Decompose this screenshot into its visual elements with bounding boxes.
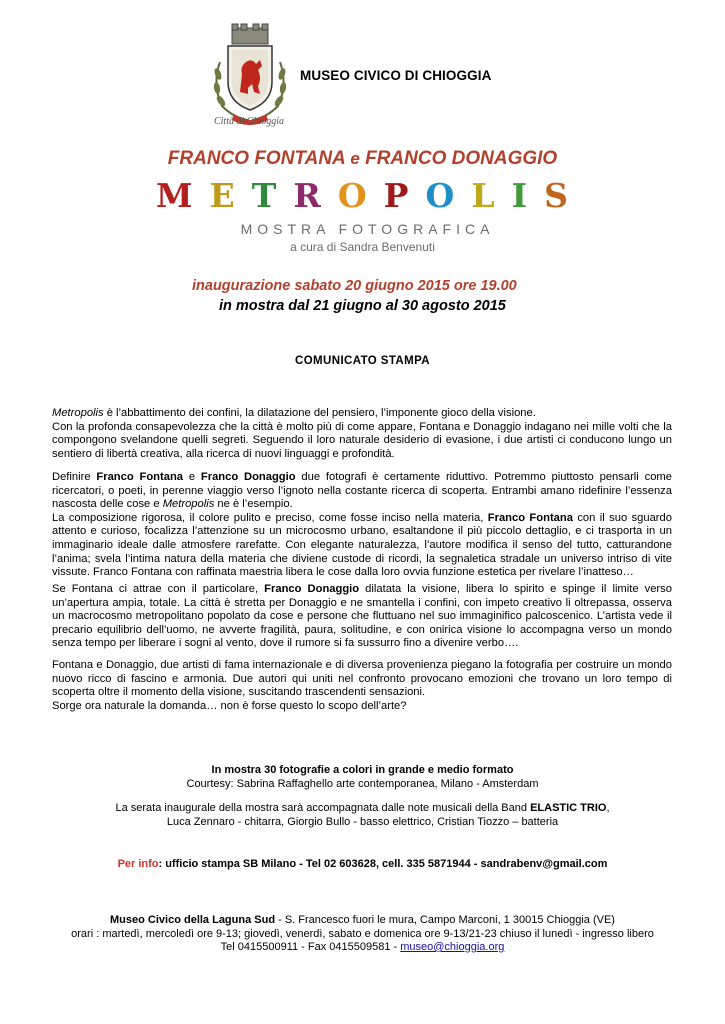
p2-text-b: e xyxy=(183,471,201,483)
city-crest-logo xyxy=(208,22,292,130)
opening-date: inaugurazione sabato 20 giugno 2015 ore 19.00 xyxy=(192,278,517,294)
artist-1: FRANCO FONTANA xyxy=(167,148,346,169)
p2-text-a: Definire xyxy=(52,471,97,483)
music-text-end: , xyxy=(606,802,610,814)
info-label: Per info xyxy=(117,858,159,870)
name-fontana: Franco Fontana xyxy=(96,471,183,483)
band-members: Luca Zennaro - chitarra, Giorgio Bullo - basso elettrico, Cristian Tiozzo – batteria xyxy=(166,815,559,828)
music-info xyxy=(0,802,725,829)
title-letter: R xyxy=(293,176,321,215)
p3-text-b: con il suo sguardo attento e curioso, focalizza l’attenzione su un microcosmo urbano, esaltandone il più piccolo dettaglio, e ci trasporta in un immaginario ideale dalle atmosfere rarefatte. Con elegante naturalezza, l’autore modifica il senso del tutto, catturandone l’anima; svela l’intima natura della materia che diviene custode di ricordi, la segnaletica stradale un universo intriso di vite vissute. Franco Fontana con raffinata maestria libera le cose dalla loro ovvia funzione estetica per rivelare l’inatteso… xyxy=(52,511,672,579)
title-letter: O xyxy=(425,176,455,215)
exhibit-summary xyxy=(0,764,725,791)
curator-line: a cura di Sandra Benvenuti xyxy=(290,240,435,254)
title-letter: O xyxy=(337,176,367,215)
paragraph-4 xyxy=(52,583,672,651)
title-letter: M xyxy=(156,176,193,215)
phone-fax: Tel 0415500911 - Fax 0415509581 - xyxy=(220,941,401,953)
p5b-text: Sorge ora naturale la domanda… non è forse questo lo scopo dell’arte? xyxy=(52,699,407,712)
p2-text-d: ne è l’esempio. xyxy=(214,498,293,511)
title-letter: I xyxy=(511,176,528,215)
artist-connector: e xyxy=(350,149,360,168)
crest-caption: Città di Chioggia xyxy=(213,116,284,127)
p5-text: Fontana e Donaggio, due artisti di fama internazionale e di diversa provenienza piegano la fotografia per costruire un mondo nuovo ricco di fascino e armonia. Due autori qui uniti nel confronto provocano emozioni che trovano un loro tempo di scoperta oltre il momento della visione, suscitando trascendenti sensazioni. xyxy=(52,659,672,699)
name-fontana: Franco Fontana xyxy=(487,511,573,524)
museum-email-link[interactable]: museo@chioggia.org xyxy=(400,941,505,953)
courtesy-line: Courtesy: Sabrina Raffaghello arte contemporanea, Milano - Amsterdam xyxy=(186,777,539,790)
title-letter: E xyxy=(209,176,235,215)
p3-text-a: La composizione rigorosa, il colore pulito e preciso, come fosse inciso nella materia, xyxy=(52,511,488,524)
museum-contacts xyxy=(0,914,725,955)
band-name: ELASTIC TRIO xyxy=(530,802,607,814)
title-letter: S xyxy=(544,176,568,215)
metropolis-title xyxy=(156,176,568,216)
museum-address: - S. Francesco fuori le mura, Campo Marconi, 1 30015 Chioggia (VE) xyxy=(275,914,615,926)
artist-2: FRANCO DONAGGIO xyxy=(365,148,558,169)
title-letter: P xyxy=(383,176,409,215)
p1b-text: Con la profonda consapevolezza che la città è molto più di come appare, Fontana e Donaggio indagano nei mille volti che la compongono svelandone quelli segreti. Seguendo il loro naturale desiderio di evasione, i due artisti ci conducono lungo un sentiero di libertà creativa, alla ricerca di nuovi linguaggi e profondità. xyxy=(52,420,672,460)
name-donaggio: Franco Donaggio xyxy=(200,471,296,483)
name-donaggio: Franco Donaggio xyxy=(264,583,360,595)
exhibition-subtitle: MOSTRA FOTOGRAFICA xyxy=(240,221,495,237)
opening-hours: orari : martedì, mercoledì ore 9-13; giovedì, venerdì, sabato e domenica ore 9-13/21-23 chiuso il lunedì - ingresso libero xyxy=(71,927,654,940)
title-letter: L xyxy=(471,176,495,215)
music-text: La serata inaugurale della mostra sarà accompagnata dalle note musicali della Band xyxy=(115,802,531,814)
press-release-heading: COMUNICATO STAMPA xyxy=(295,355,430,367)
metropolis-ref: Metropolis xyxy=(52,407,104,419)
press-info xyxy=(0,858,725,870)
p1-text: è l’abbattimento dei confini, la dilatazione del pensiero, l’imponente gioco della visione. xyxy=(103,407,536,419)
p4-text-a: Se Fontana ci attrae con il particolare, xyxy=(52,583,265,595)
exhibition-dates: in mostra dal 21 giugno al 30 agosto 2015 xyxy=(219,298,506,314)
photo-count-line: In mostra 30 fotografie a colori in grande e medio formato xyxy=(211,764,514,776)
metropolis-ref: Metropolis xyxy=(162,498,215,511)
paragraph-2 xyxy=(52,471,672,580)
museum-name: Museo Civico della Laguna Sud xyxy=(110,914,276,926)
p2-text-c: due fotografi è certamente riduttivo. Potremmo piuttosto pensarli come ricercatori, o poeti, in perenne viaggio verso l’ignoto nella costante ricerca di scoperta. Entrambi amano ridefinire l’essenza nascosta delle cose e xyxy=(52,471,672,511)
info-text: : ufficio stampa SB Milano - Tel 02 603628, cell. 335 5871944 - sandrabenv@gmail.com xyxy=(158,858,608,870)
artists-title xyxy=(0,148,725,170)
paragraph-1 xyxy=(52,407,672,461)
museum-header: MUSEO CIVICO DI CHIOGGIA xyxy=(300,68,492,83)
p4-text-b: dilatata la visione, libera lo spirito e spinge il limite verso un’apertura ampia, totale. La città è stretta per Donaggio e ne smantella i confini, con impeto creativo li oltrepassa, osserva un macrocosmo metropolitano popolato da cose e persone che fluttuano nel suo immaginifico palcoscenico. L’artista vede il precario equilibrio dell’uomo, ne avverte fragilità, paura, solitudine, e con onirica visione lo accompagna verso un mondo senza tempo per liberare i sogni al vento, dove il rumore si fa sussurro fino a divenire verbo…. xyxy=(52,583,672,650)
title-letter: T xyxy=(251,176,277,215)
paragraph-5 xyxy=(52,659,672,713)
